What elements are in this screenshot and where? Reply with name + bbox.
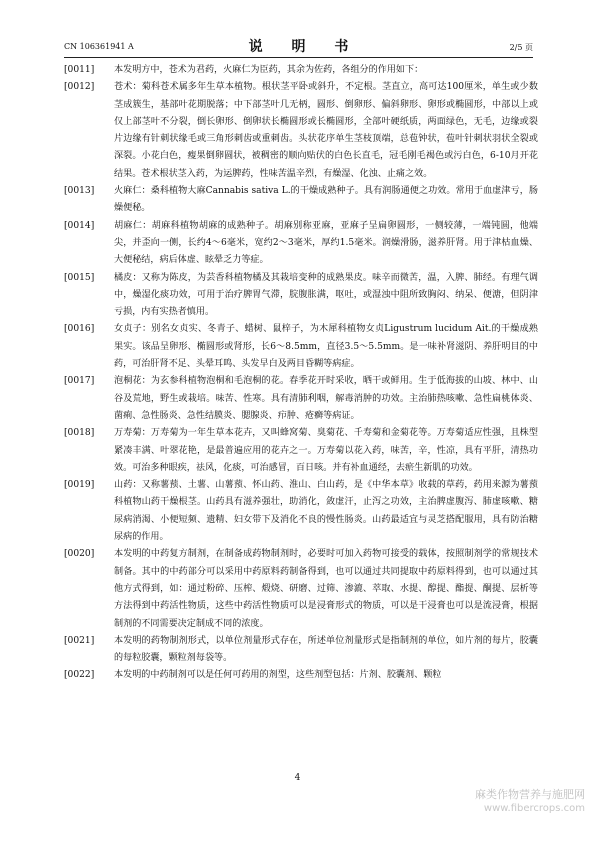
- paragraph: [64, 633, 538, 668]
- paragraph: [64, 218, 538, 270]
- paragraph: [64, 546, 538, 632]
- paragraph-text: 火麻仁：桑科植物大麻Cannabis sativa L.的干燥成熟种子。具有润肠通便之功效。常用于血虚津亏，肠燥便秘。: [114, 186, 538, 214]
- page-reference: 2/5 页: [509, 43, 533, 52]
- paragraph: [64, 79, 538, 183]
- paragraph-number: [0011]: [64, 65, 95, 75]
- paragraph: [64, 321, 538, 373]
- paragraph-number: [0018]: [64, 428, 95, 439]
- paragraph-number: [0012]: [64, 82, 95, 93]
- paragraph-number: [0021]: [64, 635, 95, 646]
- paragraph: [64, 477, 538, 546]
- paragraph-number: [0019]: [64, 480, 95, 491]
- header-rule: [64, 57, 533, 58]
- paragraph-text: 本发明的药物制剂形式，以单位剂量形式存在，所述单位剂量形式是指制剂的单位，如片剂的每片，胶囊的每粒胶囊，颗粒剂每袋等。: [114, 635, 538, 664]
- paragraph-number: [0017]: [64, 376, 95, 387]
- paragraph-number: [0013]: [64, 186, 95, 197]
- paragraph: [64, 183, 538, 218]
- paragraph-text: 苍术：菊科苍术属多年生草本植物。根状茎平卧或斜升，不定根。茎直立，高可达100厘米，单生或少数茎成簇生，基部叶花期脱落；中下部茎叶几无柄，圆形、倒卵形、偏斜卵形、卵形或椭圆形，中部以上或仅上部茎叶不分裂，倒长卵形、倒卵状长椭圆形或长椭圆形，全部叶硬纸质，两面绿色，无毛，边缘或裂片边缘有针刺状缘毛或三角形刺齿或重刺齿。头状花序单生茎枝顶端，总苞钟状，苞叶针刺状羽状全裂或深裂。小花白色，瘦果倒卵圆状，被稠密的顺向贴伏的白色长直毛，冠毛刚毛褐色或污白色，6-10月开花结果。苍术根状茎入药，为运脾药，性味苦温辛烈，有燥湿、化浊、止痛之效。: [114, 82, 538, 179]
- paragraph: [64, 62, 538, 79]
- patent-number: CN 106361941 A: [64, 42, 134, 51]
- paragraph-number: [0022]: [64, 670, 95, 681]
- paragraph-text: 山药：又称薯蓣、土薯、山薯蓣、怀山药、淮山、白山药，是《中华本草》收载的草药，药用来源为薯蓣科植物山药干燥根茎。山药具有滋养强壮，助消化，敛虚汗，止泻之功效，主治脾虚腹泻、肺虚咳嗽、糖尿病消渴、小便短频、遗精、妇女带下及消化不良的慢性肠炎。山药最适宜与灵芝搭配服用，具有防治糖尿病的作用。: [114, 480, 538, 543]
- paragraph-text: 泡桐花：为玄参科植物泡桐和毛泡桐的花。春季花开时采收，晒干或鲜用。生于低海拔的山坡、林中、山谷及荒地，野生或栽培。味苦、性寒。具有清肺利咽，解毒消肿的功效。主治肺热咳嗽、急性扁桃体炎、菌痢、急性肠炎、急性结膜炎、腮腺炎、疖肿、疮癣等病证。: [114, 376, 538, 421]
- paragraph-text: 胡麻仁：胡麻科植物胡麻的成熟种子。胡麻别称亚麻，亚麻子呈扁卵圆形，一侧较薄，一端钝圆，他端尖，并歪向一侧，长约4～6毫米，宽约2～3毫米，厚约1.5毫米。润燥滑肠，滋养肝肾。用于津枯血燥、大便秘结，病后体虚、眩晕乏力等症。: [114, 220, 538, 266]
- watermark-site-name: 麻类作物营养与施肥网: [475, 788, 585, 801]
- paragraph: [64, 425, 538, 477]
- paragraph-number: [0020]: [64, 549, 95, 560]
- paragraph-text: 本发明方中，苍术为君药，火麻仁为臣药，其余为佐药，各组分的作用如下：: [114, 65, 424, 75]
- paragraph: [64, 373, 538, 425]
- document-title: 说 明 书: [248, 39, 361, 55]
- watermark-url: www.fibercrops.com: [483, 803, 585, 814]
- paragraph-number: [0015]: [64, 272, 95, 283]
- paragraph-number: [0016]: [64, 324, 95, 335]
- paragraph-text: 本发明的中药制剂可以是任何可药用的剂型，这些剂型包括：片剂、胶囊剂、颗粒: [114, 670, 442, 681]
- paragraph-number: [0014]: [64, 220, 95, 231]
- page-number: 4: [294, 773, 301, 783]
- document-body: [64, 62, 538, 685]
- paragraph-text: 女贞子：别名女贞实、冬青子、蜡树、鼠梓子，为木犀科植物女贞Ligustrum lucidum Ait.的干燥成熟果实。该品呈卵形、椭圆形或肾形，长6～8.5mm，直径3.5～5.5mm。是一味补肾滋阴、养肝明目的中药，可治肝肾不足、头晕耳鸣、头发早白及两目昏糊等病症。: [114, 324, 538, 370]
- paragraph-text: 本发明的中药复方制剂，在制备成药物制剂时，必要时可加入药物可接受的载体，按照制剂学的常规技术制备。其中的中药部分可以采用中药原料药制备得到，也可以通过共同提取中药原料得到，也可以通过其他方式得到，如：通过粉碎、压榨、煅烧、研磨、过筛、渗漉、萃取、水提、醇提、酯提、酮提、层析等方法得到中药活性物质，这些中药活性物质可以是浸膏形式的物质，可以是干浸膏也可以是流浸膏，根据制剂的不同需要决定制成不同的浓度。: [114, 549, 538, 629]
- paragraph: [64, 667, 538, 684]
- page-header: [64, 36, 533, 56]
- paragraph-text: 橘皮：又称为陈皮，为芸香科植物橘及其栽培变种的成熟果皮。味辛而微苦，温，入脾、肺经。有理气调中，燥湿化痰功效，可用于治疗脾胃气滞，脘腹胀满，呕吐，或湿浊中阻所致胸闷、纳呆、便溏，但阴津亏损，内有实热者慎用。: [114, 272, 538, 318]
- paragraph-text: 万寿菊：万寿菊为一年生草本花卉，又叫蜂窝菊、臭菊花、千寿菊和金菊花等。万寿菊适应性强，且株型紧凑丰满、叶翠花艳，是最普遍应用的花卉之一。万寿菊以花入药，味苦，辛，性凉，具有平肝，清热功效。可治多种眼疾，祛风，化痰，可治感冒，百日咳。并有补血通经，去瘀生新肌的功效。: [114, 428, 538, 473]
- watermark: [475, 786, 585, 814]
- paragraph: [64, 270, 538, 322]
